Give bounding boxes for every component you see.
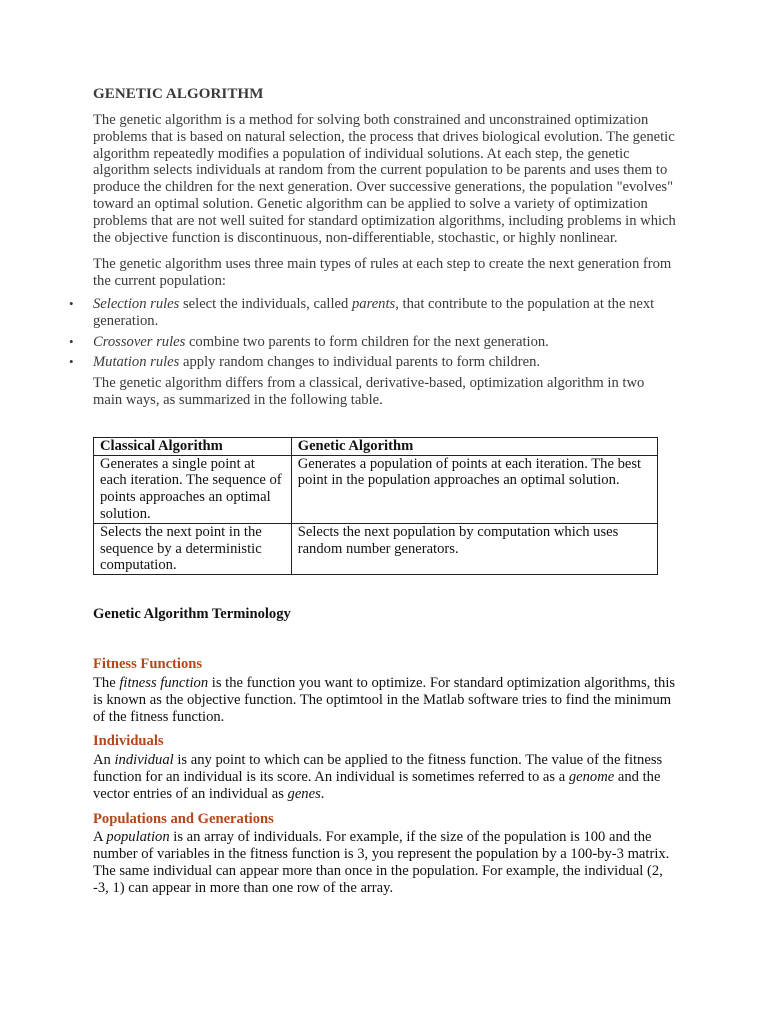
populations-heading: Populations and Generations xyxy=(93,810,274,827)
rule-item-crossover xyxy=(69,333,676,351)
differs-paragraph: The genetic algorithm differs from a classical, derivative-based, optimization algorithm in two main ways, as summarized in the following table. xyxy=(93,375,645,408)
populations-paragraph xyxy=(93,829,676,896)
genes-term: genes xyxy=(287,785,321,802)
rule-emphasis: parents xyxy=(351,295,396,312)
table-header-row xyxy=(94,437,658,455)
individual-term: individual xyxy=(114,752,174,769)
table-row xyxy=(94,523,658,574)
rule-text: apply random changes to individual parents to form children. xyxy=(179,354,541,371)
rule-item-mutation xyxy=(69,354,676,371)
individuals-heading: Individuals xyxy=(93,733,164,750)
bullet-icon: • xyxy=(69,354,74,370)
table-cell: Selects the next population by computation which uses random number generators. xyxy=(291,523,657,574)
fitness-text-post: is the function you want to optimize. For standard optimization algorithms, this is known as the objective function. The optimtool in the Matlab software tries to find the minimum of the fitness function. xyxy=(93,674,676,725)
bullet-icon: • xyxy=(69,333,74,349)
rule-item-selection xyxy=(69,295,676,330)
rule-text-end: , that contribute to the population at the next generation. xyxy=(93,295,655,329)
table-cell: Generates a single point at each iteration. The sequence of points approaches an optimal solution. xyxy=(94,455,292,523)
fitness-section xyxy=(93,656,676,725)
rules-list xyxy=(69,295,676,371)
individuals-text-mid2: and the vector entries of an individual as xyxy=(93,768,661,802)
rule-term: Crossover rules xyxy=(93,333,186,350)
intro-paragraph: The genetic algorithm is a method for solving both constrained and unconstrained optimization problems that is based on natural selection, the process that drives biological evolution. The genetic algorithm repeatedly modifies a population of individual solutions. At each step, the genetic algorithm selects individuals at random from the current population to be parents and uses them to produce the children for the next generation. Over successive generations, the population "evolves" toward an optimal solution. Genetic algorithm can be applied to solve a variety of optimization problems that are not well suited for standard optimization algorithms, including problems in which the objective function is discontinuous, non-differentiable, stochastic, or highly nonlinear. xyxy=(93,112,676,246)
rule-text: combine two parents to form children for the next generation. xyxy=(185,333,549,350)
comparison-table xyxy=(93,437,658,575)
genome-term: genome xyxy=(568,768,615,785)
individuals-text-mid: is any point to which can be applied to the fitness function. The value of the fitness function for an individual is its score. An individual is sometimes referred to as a xyxy=(93,752,663,785)
individuals-text-pre: An xyxy=(93,752,115,769)
individuals-section xyxy=(93,733,676,802)
terminology-title: Genetic Algorithm Terminology xyxy=(93,606,291,623)
rules-intro-paragraph: The genetic algorithm uses three main types of rules at each step to create the next generation from the current population: xyxy=(93,256,672,290)
populations-section xyxy=(93,811,676,897)
table-header-classical: Classical Algorithm xyxy=(94,437,292,455)
rule-text: select the individuals, called xyxy=(179,295,352,312)
rule-term: Selection rules xyxy=(93,295,180,312)
fitness-text-pre: The xyxy=(93,674,120,691)
table-cell: Generates a population of points at each iteration. The best point in the population approaches an optimal solution. xyxy=(291,455,657,523)
document-page xyxy=(69,86,676,904)
individuals-text-post: . xyxy=(320,785,325,802)
populations-text-pre: A xyxy=(93,829,107,846)
fitness-term: fitness function xyxy=(119,674,209,691)
individuals-paragraph xyxy=(93,752,676,802)
table-header-genetic: Genetic Algorithm xyxy=(291,437,657,455)
table-cell: Selects the next point in the sequence by a deterministic computation. xyxy=(94,523,292,574)
fitness-paragraph xyxy=(93,675,676,725)
population-term: population xyxy=(106,829,170,846)
table-row xyxy=(94,455,658,523)
populations-text-post: is an array of individuals. For example, if the size of the population is 100 and the number of variables in the fitness function is 3, you represent the population by a 100-by-3 matrix. The same individual can appear more than once in the population. For example, the individual (2, -3, 1) can appear in more than one row of the array. xyxy=(93,829,670,896)
document-title: GENETIC ALGORITHM xyxy=(93,86,264,102)
rule-term: Mutation rules xyxy=(93,354,180,371)
fitness-heading: Fitness Functions xyxy=(93,656,203,673)
bullet-icon: • xyxy=(69,295,74,311)
